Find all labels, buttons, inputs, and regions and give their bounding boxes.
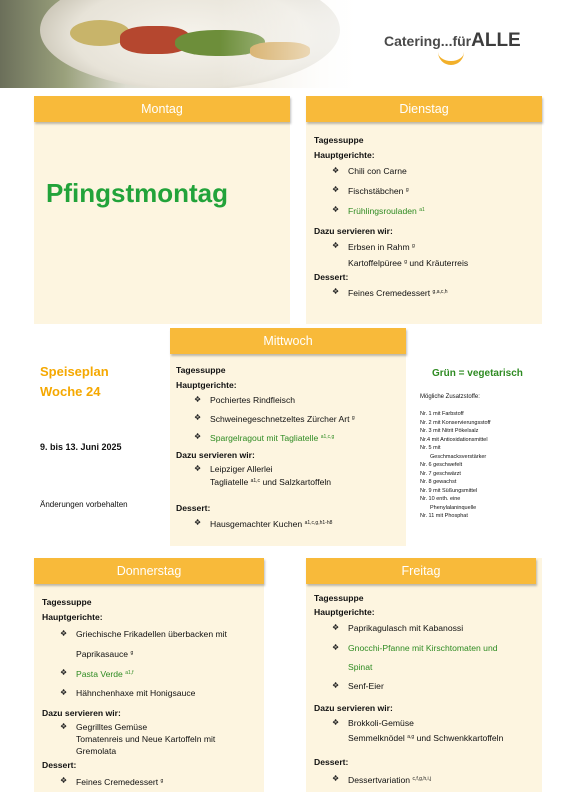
dessert-item: [314, 773, 542, 786]
dessert-heading: Dessert:: [176, 503, 211, 513]
menu-dienstag: [314, 134, 540, 299]
additive-code: a1: [419, 207, 425, 213]
additive-entry: Nr. 8 gewachst: [420, 479, 457, 485]
mains-heading: Hauptgerichte:: [314, 607, 375, 617]
side-name: und Kräuterreis: [409, 258, 469, 268]
menu-item: [314, 184, 540, 197]
additive-code: a1,c: [250, 478, 261, 484]
additive-code: g: [130, 650, 134, 656]
side-name: Brokkoli-Gemüse: [348, 718, 414, 728]
side-name: Semmelknödel: [348, 733, 405, 743]
additives-list: [420, 410, 491, 521]
dish-name: Pochiertes Rindfleisch: [210, 395, 296, 405]
dish-name: Spinat: [348, 662, 373, 672]
tab-donnerstag: Donnerstag: [34, 558, 264, 584]
menu-donnerstag: [42, 596, 264, 788]
additive-entry: Nr. 5 mit: [420, 445, 441, 451]
side-name: Gremolata: [76, 746, 117, 756]
side-line: [42, 733, 264, 745]
additive-code: a1,c,g,h1-h8: [304, 520, 333, 526]
soup-label: Tagessuppe: [314, 593, 364, 603]
side-name: und Schwenkkartoffeln: [416, 733, 504, 743]
additive-entry: Nr. 9 mit Süßungsmittel: [420, 487, 478, 494]
additive-entry: Nr.4 mit Antioxidationsmittel: [420, 436, 488, 443]
side-line: [314, 256, 540, 269]
dish-name: Gnocchi-Pfanne mit Kirschtomaten und: [348, 643, 498, 653]
dessert-name: Feines Cremedessert: [76, 777, 159, 787]
dish-name: Pasta Verde: [76, 669, 123, 679]
additive-code: a,g: [407, 734, 415, 740]
dish-name: Fischstäbchen: [348, 186, 404, 196]
dish-name: Paprikagulasch mit Kabanossi: [348, 623, 464, 633]
additive-entry: Geschmacksverstärker: [430, 453, 487, 460]
menu-item: [314, 680, 542, 692]
additive-entry: Nr. 7 geschwärzt: [420, 470, 461, 477]
menu-item: [42, 628, 264, 640]
logo-text: Catering...für: [384, 33, 472, 49]
mains-heading: Hauptgerichte:: [314, 150, 375, 160]
side-name: und Salzkartoffeln: [262, 477, 332, 487]
menu-item: [314, 165, 540, 177]
dessert-item: [314, 286, 540, 299]
additive-code: g,a,c,h: [432, 289, 448, 295]
additive-entry: Nr. 11 mit Phosphat: [420, 513, 468, 519]
vegetarian-legend: Grün = vegetarisch: [432, 368, 523, 379]
dish-name: Spargelragout mit Tagliatelle: [210, 433, 319, 443]
menu-item-vegetarian: [314, 642, 542, 654]
dessert-item: [176, 517, 404, 530]
additive-entry: Nr. 1 mit Farbstoff: [420, 411, 464, 417]
dessert-item: [42, 775, 264, 788]
additive-entry: Nr. 6 geschwefelt: [420, 462, 463, 468]
additive-entry: Phenylalaninquelle: [430, 504, 477, 511]
mains-heading: Hauptgerichte:: [176, 380, 237, 390]
week-title: [40, 362, 109, 402]
week-title-line: Speiseplan: [40, 364, 109, 379]
additive-code: g: [405, 187, 409, 193]
additives-title: Mögliche Zusatzstoffe:: [420, 394, 480, 400]
holiday-title: Pfingstmontag: [46, 178, 228, 208]
mains-heading: Hauptgerichte:: [42, 612, 103, 622]
dessert-heading: Dessert:: [314, 757, 349, 767]
dish-name: Frühlingsrouladen: [348, 206, 417, 216]
panel-montag: [34, 96, 290, 324]
tab-dienstag: Dienstag: [306, 96, 542, 122]
dish-name: Senf-Eier: [348, 681, 384, 691]
additive-entry: Nr. 2 mit Konservierungsstoff: [420, 419, 491, 426]
side-item: [42, 721, 264, 733]
dessert-name: Dessertvariation: [348, 775, 411, 785]
side-name: Erbsen in Rahm: [348, 242, 410, 252]
side-line: [42, 745, 264, 757]
additive-code: g: [404, 259, 408, 265]
photo-fade: [220, 0, 380, 88]
additive-code: g: [160, 778, 164, 784]
dish-name: Chili con Carne: [348, 166, 407, 176]
side-name: Tagliatelle: [210, 477, 249, 487]
additive-entry: Nr. 3 mit Nitrit Pökelsalz: [420, 428, 479, 434]
side-line: [176, 475, 404, 488]
menu-item: [314, 622, 542, 634]
side-name: Gegrilltes Gemüse: [76, 722, 148, 732]
logo-alle: ALLE: [471, 30, 521, 51]
dish-continuation: [42, 647, 264, 660]
additive-code: c,f,g,h,i,j: [412, 776, 432, 782]
date-range: 9. bis 13. Juni 2025: [40, 442, 122, 452]
dessert-name: Hausgemachter Kuchen: [210, 519, 303, 529]
dish-name: Schweinegeschnetzeltes Zürcher Art: [210, 414, 350, 424]
dish-name: Griechische Frikadellen überbacken mit: [76, 629, 227, 639]
menu-item-vegetarian: [314, 204, 540, 217]
sides-heading: Dazu servieren wir:: [42, 708, 121, 718]
tab-montag: Montag: [34, 96, 290, 122]
changes-note: Änderungen vorbehalten: [40, 500, 128, 509]
dish-name: Hähnchenhaxe mit Honigsauce: [76, 688, 196, 698]
additive-code: a1,c,g: [320, 434, 335, 440]
side-item: [314, 717, 542, 729]
menu-mittwoch: [176, 364, 404, 530]
menu-freitag: [314, 592, 542, 786]
side-name: Leipziger Allerlei: [210, 464, 273, 474]
menu-item-vegetarian: [42, 667, 264, 680]
dish-name: Paprikasauce: [76, 649, 129, 659]
additive-code: g: [351, 415, 355, 421]
soup-label: Tagessuppe: [176, 365, 226, 375]
dessert-name: Feines Cremedessert: [348, 288, 431, 298]
sides-heading: Dazu servieren wir:: [314, 703, 393, 713]
logo-smile-icon: [438, 49, 464, 65]
dish-continuation: [314, 661, 542, 673]
sides-heading: Dazu servieren wir:: [176, 450, 255, 460]
menu-item: [176, 394, 404, 406]
additive-code: a1,f: [125, 670, 134, 676]
sides-heading: Dazu servieren wir:: [314, 226, 393, 236]
dessert-heading: Dessert:: [42, 760, 77, 770]
week-number: Woche 24: [40, 384, 101, 399]
menu-item-vegetarian: [176, 431, 404, 444]
additive-entry: Nr. 10 enth. eine: [420, 496, 461, 502]
menu-item: [176, 412, 404, 425]
menu-item: [42, 687, 264, 699]
soup-label: Tagessuppe: [314, 135, 364, 145]
additive-code: g: [412, 243, 415, 249]
dessert-heading: Dessert:: [314, 272, 349, 282]
tab-freitag: Freitag: [306, 558, 536, 584]
header-banner: [0, 0, 565, 88]
side-line: [314, 731, 542, 744]
side-item: [314, 240, 540, 253]
side-item: [176, 463, 404, 475]
soup-label: Tagessuppe: [42, 597, 92, 607]
side-name: Kartoffelpüree: [348, 258, 402, 268]
side-name: Tomatenreis und Neue Kartoffeln mit: [76, 734, 216, 744]
tab-mittwoch: Mittwoch: [170, 328, 406, 354]
